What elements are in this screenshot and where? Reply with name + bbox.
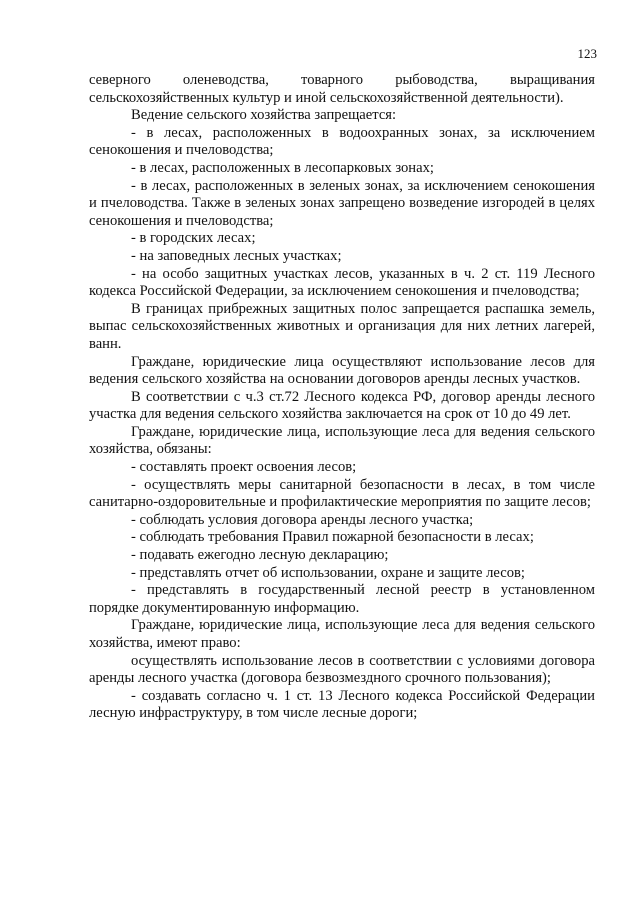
paragraph: - представлять отчет об использовании, охране и защите лесов;: [131, 564, 525, 581]
paragraph: - на особо защитных участках лесов, указанных в ч. 2 ст. 119 Лесного кодекса Российской Федерации, за исключением сенокошения и пчеловодства;: [89, 265, 595, 300]
paragraph: - подавать ежегодно лесную декларацию;: [131, 547, 389, 564]
paragraph: - составлять проект освоения лесов;: [131, 459, 357, 476]
page-number: 123: [577, 46, 597, 61]
paragraph: Граждане, юридические лица осуществляют использование лесов для ведения сельского хозяйства на основании договоров аренды лесных участков.: [89, 353, 595, 388]
paragraph: Ведение сельского хозяйства запрещается:: [131, 107, 397, 124]
paragraph: - в лесах, расположенных в водоохранных зонах, за исключением сенокошения и пчеловодства;: [89, 124, 595, 159]
paragraph: - в лесах, расположенных в лесопарковых зонах;: [131, 159, 434, 176]
paragraph: осуществлять использование лесов в соответствии с условиями договора аренды лесного участка (договора безвозмездного срочного пользования);: [89, 652, 595, 687]
paragraph: В границах прибрежных защитных полос запрещается распашка земель, выпас сельскохозяйственных животных и организация для них летних лагерей, ванн.: [89, 300, 595, 352]
paragraph: Граждане, юридические лица, использующие леса для ведения сельского хозяйства, имеют право:: [89, 617, 595, 651]
paragraph: - соблюдать условия договора аренды лесного участка;: [131, 511, 474, 528]
paragraph: - осуществлять меры санитарной безопасности в лесах, в том числе санитарно-оздоровительные и профилактические мероприятия по защите лесов;: [89, 476, 595, 511]
paragraph: - на заповедных лесных участках;: [131, 247, 342, 264]
paragraph: - соблюдать требования Правил пожарной безопасности в лесах;: [131, 529, 534, 546]
paragraph: В соответствии с ч.3 ст.72 Лесного кодекса РФ, договор аренды лесного участка для ведения сельского хозяйства заключается на срок от 10 до 49 лет.: [89, 388, 595, 423]
paragraph: - представлять в государственный лесной реестр в установленном порядке документированную информацию.: [89, 582, 595, 616]
paragraph: - в лесах, расположенных в зеленых зонах, за исключением сенокошения и пчеловодства. Также в зеленых зонах запрещено возведение изгородей в целях сенокошения и пчеловодства;: [89, 177, 595, 229]
text-body: [89, 72, 595, 723]
paragraph: - в городских лесах;: [131, 230, 256, 247]
paragraph: Граждане, юридические лица, использующие леса для ведения сельского хозяйства, обязаны:: [89, 423, 595, 458]
paragraph: северного оленеводства, товарного рыбоводства, выращивания сельскохозяйственных культур и иной сельскохозяйственной деятельности).: [89, 72, 595, 106]
paragraph: - создавать согласно ч. 1 ст. 13 Лесного кодекса Российской Федерации лесную инфраструктуру, в том числе лесные дороги;: [89, 687, 595, 722]
